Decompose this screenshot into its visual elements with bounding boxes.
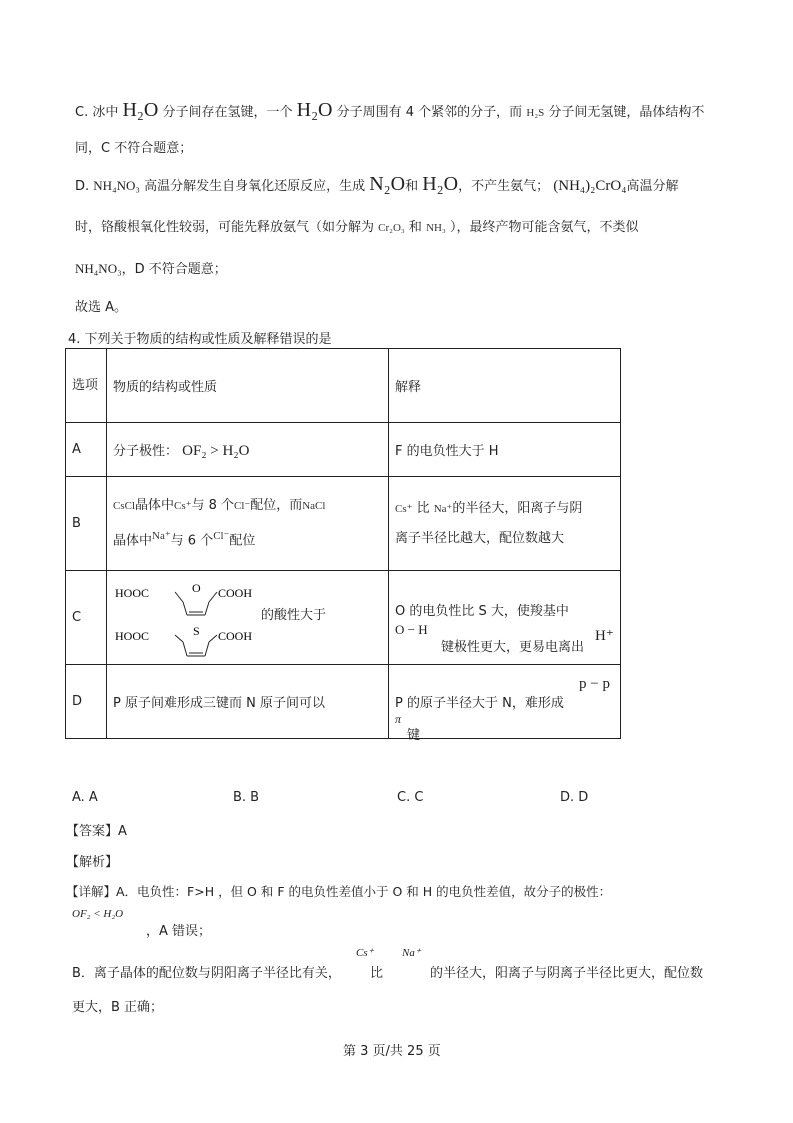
formula-h2o: H₂O [422, 173, 459, 195]
formula: NaCl [302, 499, 326, 512]
text: 和 [408, 220, 422, 235]
row-option: B [66, 477, 107, 571]
line [113, 521, 382, 556]
page-number: 第 3 页/共 25 页 [343, 1044, 441, 1059]
detail-a-line1: 【详解】A．电负性：F>H ，但 O 和 F 的电负性差值小于 O 和 H 的电负性差值，故分子的极性： [66, 884, 612, 899]
detail-b-line1 [72, 962, 341, 981]
text: 分子周围有 4 个紧邻的分子，而 [336, 105, 523, 120]
text: 的半径大，阳离子与阴 [452, 500, 583, 516]
choice-a: A. A [72, 790, 98, 805]
table-row [66, 477, 621, 571]
formula: CsCl [113, 499, 136, 512]
text: 分子间存在氢键，一个 [162, 105, 293, 120]
text: ），最终产物可能含氨气，不类似 [449, 220, 639, 235]
choose-line: 故选 A。 [75, 300, 128, 315]
para-c-line2: 同，C 不符合题意； [75, 141, 193, 156]
line [113, 491, 382, 521]
formula: OF₂ > H₂O [182, 442, 250, 459]
text: 晶体中 [113, 533, 153, 549]
formula: Na⁺ [152, 529, 171, 542]
text: 配位 [229, 533, 256, 549]
table-header-row [66, 349, 621, 423]
row-explanation [389, 571, 621, 665]
row-option: D [66, 665, 107, 739]
text: 高温分解 [626, 179, 679, 194]
formula: O − H [395, 621, 428, 637]
text: 键 [407, 727, 421, 743]
table-row [66, 571, 621, 665]
structures [107, 572, 388, 664]
oxygen-atom: O [192, 580, 201, 595]
choice-c: C. C [397, 790, 424, 805]
formula: Cl⁻ [234, 499, 251, 512]
formula: Cl⁻ [213, 529, 230, 542]
formula: OF₂ < H₂O [72, 908, 124, 920]
row-property [107, 423, 389, 477]
formula-h2s: H₂S [526, 107, 545, 119]
formula: Na⁺ [402, 947, 421, 959]
hooc-label: HOOC [115, 628, 150, 643]
row-option: A [66, 423, 107, 477]
question-table [65, 348, 621, 743]
detail-a-tail: ，A 错误； [146, 924, 212, 939]
text: P 的原子半径大于 N，难形成 [395, 695, 564, 711]
formula: π [395, 711, 402, 726]
text: 的酸性大于 [261, 607, 327, 623]
text: 晶体中 [135, 497, 175, 513]
text: D. [75, 179, 90, 194]
detail-a-line2 [72, 906, 123, 921]
text: O 的电负性比 S 大，使羧基中 [395, 603, 569, 619]
row-property [107, 571, 389, 665]
detail-b-line2: 更大，B 正确； [72, 1000, 164, 1015]
text: 配位，而 [250, 497, 303, 513]
formula: Na⁺ [433, 502, 453, 515]
header-option-text: 选项 [72, 377, 99, 393]
line: 离子半径比越大，配位数越大 [395, 530, 565, 546]
row-explanation: F 的电负性大于 H [389, 423, 621, 477]
text: 与 6 个 [170, 533, 214, 549]
table-row [66, 665, 621, 739]
row-property [107, 477, 389, 571]
table-row [66, 423, 621, 477]
answer-label: 【答案】A [66, 824, 127, 839]
text: B．离子晶体的配位数与阴阳离子半径比有关， [72, 966, 341, 981]
row-property: P 原子间难形成三键而 N 原子间可以 [107, 665, 389, 739]
formula-nh4no3: NH₄NO₃ [75, 261, 122, 276]
choice-d: D. D [560, 790, 589, 805]
line [395, 494, 614, 524]
text: ，D 不符合题意； [121, 262, 227, 277]
cooh-label: COOH [218, 628, 253, 643]
sulfur-atom: S [193, 623, 200, 638]
text: 时，铬酸根氧化性较弱，可能先释放氨气（如分解为 [75, 220, 375, 235]
explanation-content [389, 572, 620, 664]
formula: Cs⁺ [395, 502, 413, 515]
hooc-label: HOOC [115, 585, 150, 600]
text: C. 冰中 [75, 105, 119, 120]
question-stem: 4. 下列关于物质的结构或性质及解释错误的是 [68, 332, 332, 347]
para-d-line3 [75, 258, 227, 277]
header-explanation: 解释 [389, 349, 621, 423]
text: 分子极性： [113, 443, 179, 459]
header-option [66, 349, 107, 423]
formula-nh3: NH₃ [426, 222, 446, 234]
para-d-line1 [75, 172, 678, 196]
analysis-label: 【解析】 [66, 855, 119, 870]
formula-nh4no3: NH₄NO₃ [93, 178, 140, 193]
formula-nh4cro4: (NH₄)₂CrO₄ [553, 178, 627, 194]
text: 分子间无氢键，晶体结构不 [548, 105, 705, 120]
explanation-content [389, 666, 620, 743]
para-c-line1 [75, 98, 704, 122]
formula-cr2o3: Cr₂O₃ [378, 222, 405, 234]
text: 与 8 个 [191, 497, 235, 513]
header-property: 物质的结构或性质 [107, 349, 389, 423]
text: 高温分解发生自身氧化还原反应，生成 [144, 179, 366, 194]
formula: Cs⁺ [356, 947, 374, 959]
row-explanation [389, 665, 621, 743]
formula: p − p [579, 675, 610, 692]
formula-h2o: H₂O [296, 99, 333, 121]
formula-h2o: H₂O [122, 99, 159, 121]
formula: Cs⁺ [174, 499, 192, 512]
text: 的半径大，阳离子与阴离子半径比更大，配位数 [430, 966, 704, 981]
text: 和 [405, 179, 419, 194]
formula: H⁺ [595, 627, 614, 644]
text: ，不产生氨气； [458, 179, 550, 194]
text: 比 [370, 966, 384, 981]
text: 键极性更大，更易电离出 [441, 639, 585, 655]
row-option: C [66, 571, 107, 665]
formula-n2o: N₂O [369, 173, 406, 195]
furan-thiophene-structures [115, 572, 265, 664]
choice-b: B. B [233, 790, 260, 805]
cooh-label: COOH [218, 585, 253, 600]
para-d-line2 [75, 216, 638, 235]
row-explanation [389, 477, 621, 571]
text: 比 [416, 500, 430, 516]
